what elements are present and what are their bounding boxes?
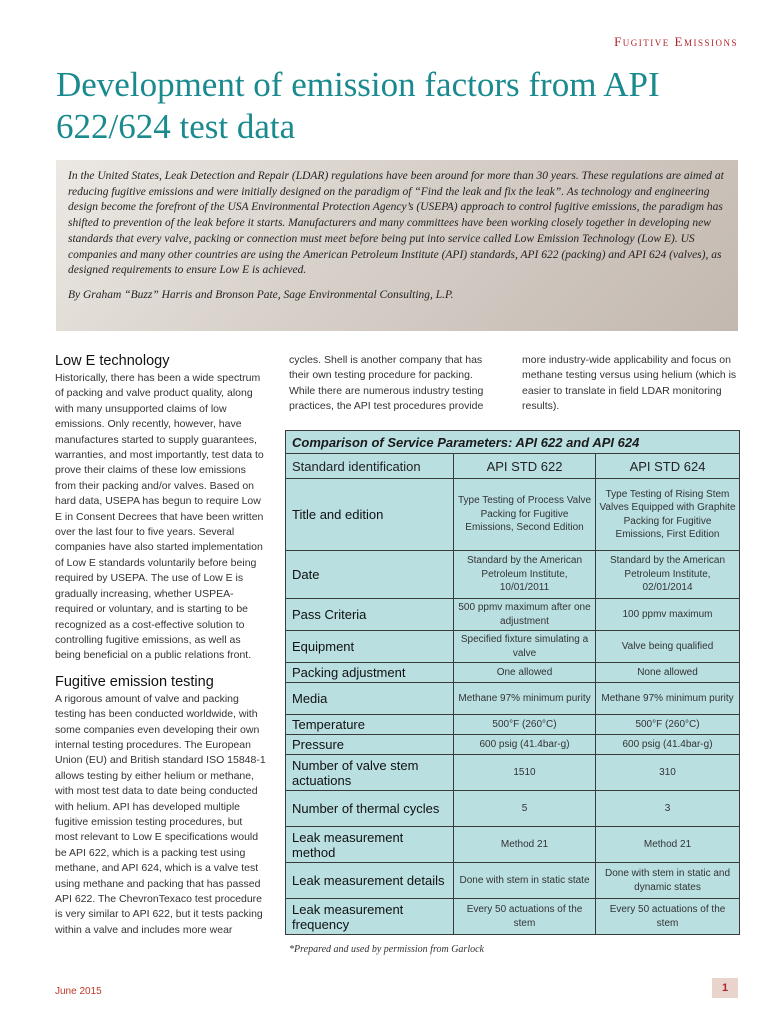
- cell-622: Methane 97% minimum purity: [454, 683, 596, 715]
- table-header-row: [286, 454, 740, 479]
- paragraph-low-e: Historically, there has been a wide spectrum of packing and valve product quality, along with many unsupported claims of low emissions. Only recently, however, have manufactures started to supply guarantees, warranties, and most importantly, test data to prove their claims of these low emissions from their packing and/or valves. Based on hard data, USEPA has begun to require Low E in Consent Decrees that have been written over the last four to five years. Several companies have also started implementation of Low E standards voluntarily before being required by USEPA. The use of Low E is gradually increasing, whether USPEA-required or voluntary, and is starting to be recognized as a cost-effective solution to controlling fugitive emissions, as well as being beneficial on a public relations front.: [55, 372, 264, 662]
- cell-622: Every 50 actuations of the stem: [454, 899, 596, 935]
- cell-622: Type Testing of Process Valve Packing for Fugitive Emissions, Second Edition: [454, 479, 596, 551]
- row-label: Pass Criteria: [286, 599, 454, 631]
- cell-624: None allowed: [596, 663, 740, 683]
- footer-date: June 2015: [55, 986, 102, 997]
- column-1: [55, 352, 267, 938]
- row-label: Packing adjustment: [286, 663, 454, 683]
- paragraph-continued: cycles. Shell is another company that has their own testing procedure for packing. While there are numerous industry testing practices, the API test procedures provide: [289, 354, 484, 413]
- cell-624: 310: [596, 755, 740, 791]
- table-row: [286, 735, 740, 755]
- heading-fugitive-testing: Fugitive emission testing: [55, 673, 214, 690]
- row-label: Pressure: [286, 735, 454, 755]
- paragraph-fugitive-testing: A rigorous amount of valve and packing testing has been conducted worldwide, with some companies even developing their own internal testing procedures. The European Union (EU) and British standard ISO 15848-1 allows testing by either helium or methane, with most test data to date being conducted with helium. API has developed multiple fugitive emission testing procedures, but most relevant to Low E specifications would be API 622, which is a packing test using methane, and API 624, which is a valve test using methane and packing that has passed API 622. The ChevronTexaco test procedure is very similar to API 622, but it tests packing within a valve and includes more wear: [55, 692, 266, 936]
- table-row: [286, 631, 740, 663]
- row-label: Equipment: [286, 631, 454, 663]
- row-label: Leak measurement method: [286, 827, 454, 863]
- comparison-table: [285, 430, 740, 935]
- row-label: Number of valve stem actuations: [286, 755, 454, 791]
- table-row: [286, 479, 740, 551]
- table-row: [286, 715, 740, 735]
- header-api-622: API STD 622: [454, 454, 596, 479]
- row-label: Number of thermal cycles: [286, 791, 454, 827]
- column-2: [289, 353, 501, 415]
- page-number: 1: [712, 978, 738, 998]
- table-row: [286, 551, 740, 599]
- intro-text: In the United States, Leak Detection and Repair (LDAR) regulations have been around for more than 30 years. These regulations are aimed at reducing fugitive emissions and were initially designed on the paradigm of “Find the leak and fix the leak”. As technology and engineering design become the forefront of the USA Environmental Protection Agency’s (USEPA) approach to control fugitive emissions, the paradigm has shifted to prevention of the leak before it starts. Manufacturers and many committees have been working closely together in developing new standards that every valve, packing or connection must meet before being put into service called Low Emission Technology (Low E). US companies and many other countries are using the American Petroleum Institute (API) standards, API 622 (packing) and API 624 (valves), as designed requirements to ensure Low E is achieved.: [68, 170, 724, 277]
- row-label: Date: [286, 551, 454, 599]
- cell-624: Done with stem in static and dynamic states: [596, 863, 740, 899]
- section-tag: Fugitive Emissions: [614, 34, 738, 49]
- cell-624: 3: [596, 791, 740, 827]
- cell-624: Valve being qualified: [596, 631, 740, 663]
- cell-624: Type Testing of Rising Stem Valves Equipped with Graphite Packing for Fugitive Emissions, First Edition: [596, 479, 740, 551]
- table-row: [286, 827, 740, 863]
- row-label: Leak measurement details: [286, 863, 454, 899]
- header-api-624: API STD 624: [596, 454, 740, 479]
- cell-624: Every 50 actuations of the stem: [596, 899, 740, 935]
- cell-624: Standard by the American Petroleum Institute, 02/01/2014: [596, 551, 740, 599]
- cell-622: 600 psig (41.4bar-g): [454, 735, 596, 755]
- table-row: [286, 663, 740, 683]
- cell-624: 100 ppmv maximum: [596, 599, 740, 631]
- row-label: Temperature: [286, 715, 454, 735]
- table-row: [286, 599, 740, 631]
- cell-622: Method 21: [454, 827, 596, 863]
- cell-622: 5: [454, 791, 596, 827]
- cell-624: 500°F (260°C): [596, 715, 740, 735]
- table-row: [286, 683, 740, 715]
- byline: By Graham “Buzz” Harris and Bronson Pate, Sage Environmental Consulting, L.P.: [68, 288, 454, 301]
- cell-622: Standard by the American Petroleum Institute, 10/01/2011: [454, 551, 596, 599]
- paragraph-continued-2: more industry-wide applicability and focus on methane testing versus using helium (which is easier to translate in field LDAR monitoring results).: [522, 354, 737, 413]
- cell-622: Specified fixture simulating a valve: [454, 631, 596, 663]
- comparison-table-wrapper: [285, 430, 739, 935]
- table-row: [286, 899, 740, 935]
- cell-624: Methane 97% minimum purity: [596, 683, 740, 715]
- row-label: Leak measurement frequency: [286, 899, 454, 935]
- row-label: Media: [286, 683, 454, 715]
- table-row: [286, 863, 740, 899]
- heading-low-e: Low E technology: [55, 353, 170, 369]
- cell-624: Method 21: [596, 827, 740, 863]
- table-title: Comparison of Service Parameters: API 622 and API 624: [286, 431, 740, 454]
- header-standard: Standard identification: [286, 454, 454, 479]
- cell-622: One allowed: [454, 663, 596, 683]
- table-row: [286, 755, 740, 791]
- row-label: Title and edition: [286, 479, 454, 551]
- intro-box: [56, 160, 738, 331]
- table-row: [286, 791, 740, 827]
- cell-622: 500 ppmv maximum after one adjustment: [454, 599, 596, 631]
- table-note: *Prepared and used by permission from Garlock: [289, 944, 484, 955]
- cell-622: 1510: [454, 755, 596, 791]
- cell-624: 600 psig (41.4bar-g): [596, 735, 740, 755]
- cell-622: Done with stem in static state: [454, 863, 596, 899]
- cell-622: 500°F (260°C): [454, 715, 596, 735]
- article-title: Development of emission factors from API 622/624 test data: [56, 65, 660, 146]
- column-3: [522, 353, 740, 415]
